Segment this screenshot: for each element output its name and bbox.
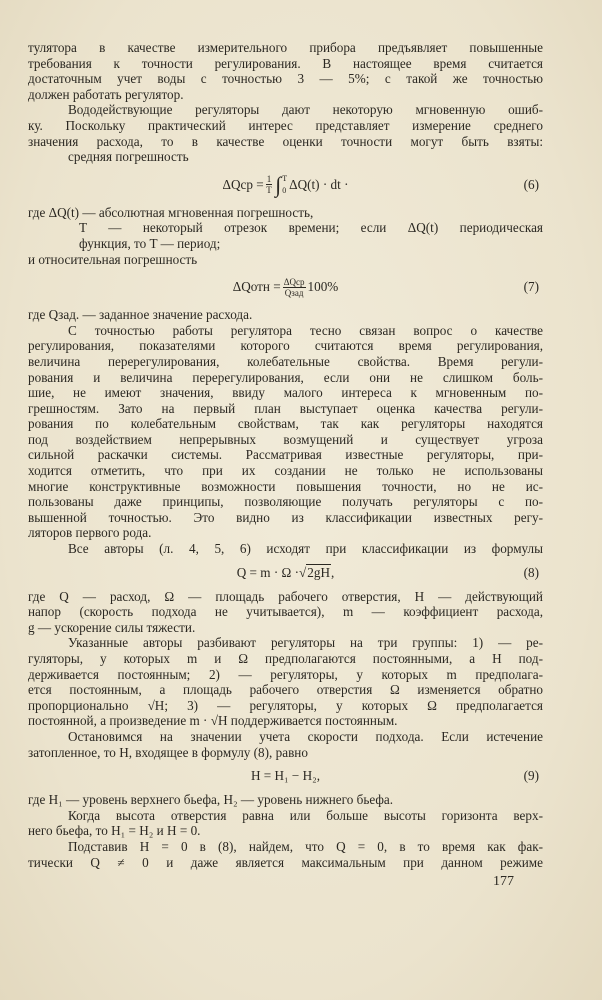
text-line: рования по колебательным свойствам, так как регуляторы находятся <box>28 416 543 432</box>
integral-upper-limit: T <box>282 173 288 183</box>
text-line: грешностям. Зато на первый план выступает оценка качества регули- <box>28 400 543 416</box>
text-line: затопленное, то H, входящее в формулу (8), равно <box>28 744 308 760</box>
formula-8-radicand: 2gH <box>307 565 330 581</box>
formula-8 <box>28 557 543 589</box>
paragraph-start: Когда высота отверстия равна или больше высоты горизонта верх- <box>68 807 543 823</box>
text-line: постоянной, а произведение m · √H поддерживается постоянным. <box>28 713 398 729</box>
text-line: ходится отметить, что при их создании не только не использованы <box>28 463 543 479</box>
text-line: многие конструктивные возможности повышения точности, но не ис- <box>28 478 543 494</box>
formula-6 <box>28 165 543 205</box>
integral-lower-limit: 0 <box>282 185 287 195</box>
formula-8-tail: , <box>330 564 335 580</box>
text-line: g — ускорение силы тяжести. <box>28 619 196 635</box>
formula-9-expr: H = H₁ − H₂, <box>250 768 321 784</box>
text-line: и относительная погрешность <box>28 251 198 267</box>
text-line: где Q — расход, Ω — площадь рабочего отверстия, H — действующий <box>28 588 543 604</box>
text-line: где H₁ — уровень верхнего бьефа, H₂ — уровень нижнего бьефа. <box>28 792 394 808</box>
text-line: ку. Поскольку практический интерес представляет измерение среднего <box>28 117 543 133</box>
paragraph-start: Остановимся на значении учета скорости подхода. Если истечение <box>68 728 543 744</box>
text-line: функция, то T — период; <box>79 235 221 251</box>
paragraph-start: Вододействующие регуляторы дают некоторую мгновенную ошиб- <box>68 102 543 118</box>
formula-6-lhs: ΔQср = <box>222 176 264 192</box>
text-line: гуляторы, у которых m и Ω предполагаются постоянными, а H под- <box>28 651 543 666</box>
text-line: него бьефа, то H₁ = H₂ и H = 0. <box>28 823 201 839</box>
text-line: где ΔQ(t) — абсолютная мгновенная погрешность, <box>28 204 314 220</box>
text-line: должен работать регулятор. <box>28 86 184 102</box>
text-line: значения расхода, то в качестве оценки точности могут быть взяты: <box>28 133 543 149</box>
text-line: требования к точности регулирования. В настоящее время считается <box>28 55 543 71</box>
text-line: величина перерегулирования, колебательные свойства. Время регули- <box>28 353 543 369</box>
text-line: T — некоторый отрезок времени; если ΔQ(t) периодическая <box>79 220 543 236</box>
text-line: пользованы даже принципы, позволяющие получать регуляторы с по- <box>28 494 543 510</box>
formula-6-numerator: 1 <box>266 174 272 185</box>
formula-6-fraction <box>266 174 273 195</box>
formula-9 <box>28 760 543 792</box>
formula-8-lhs: Q = m · Ω · <box>236 564 300 580</box>
formula-7-denominator: Qзад <box>284 287 304 298</box>
text-line: ется постоянным, а площадь рабочего отверстия Ω изменяется обратно <box>28 682 543 698</box>
text-line: тически Q ≠ 0 и даже является максимальным при данном режиме <box>28 854 543 870</box>
text-line: достаточным учет воды с точностью 3 — 5%; с такой же точностью <box>28 71 543 87</box>
text-line: шие, не имеют значения, ввиду малого интереса к мгновенным по- <box>28 385 543 401</box>
text-line: сильной раскачки системы. Рассматривая известные регуляторы, при- <box>28 447 543 463</box>
equation-number-7: (7) <box>523 279 539 295</box>
text-line: вышенной точностью. Это видно из классификации известных регу- <box>28 509 543 525</box>
text-line: где Qзад. — заданное значение расхода. <box>28 307 253 323</box>
text-line: тулятора в качестве измерительного прибора предъявляет повышенные <box>28 40 543 55</box>
formula-6-denominator: T <box>266 185 272 196</box>
equation-number-8: (8) <box>523 564 539 580</box>
text-line: рования и величина перерегулирования, если они не слишком боль- <box>28 369 543 385</box>
sqrt-sign: √ <box>299 564 307 580</box>
formula-7-lhs: ΔQотн = <box>232 279 281 295</box>
integral-sign: ∫ <box>275 171 282 197</box>
text-line: средняя погрешность <box>68 149 189 165</box>
paragraph-start: Подставив H = 0 в (8), найдем, что Q = 0, в то время как фак- <box>68 838 543 854</box>
page-number: 177 <box>493 874 514 889</box>
formula-7-numerator: ΔQср <box>283 276 305 287</box>
text-line: под воздействием непрерывных возмущений и существует угроза <box>28 431 543 447</box>
formula-7 <box>28 267 543 307</box>
equation-number-6: (6) <box>523 176 539 192</box>
formula-6-integrand: ΔQ(t) · dt · <box>289 176 349 192</box>
text-line: напор (скорость подхода не учитывается), m — коэффициент расхода, <box>28 604 543 620</box>
paragraph-start: С точностью работы регулятора тесно связан вопрос о качестве <box>68 322 543 338</box>
paragraph-start: Указанные авторы разбивают регуляторы на три группы: 1) — ре- <box>68 635 543 651</box>
text-line: регулирования, показателями которого считаются время регулирования, <box>28 338 543 354</box>
body-text <box>28 40 543 870</box>
text-line: держивается постоянным; 2) — регуляторы, у которых m предполага- <box>28 666 543 682</box>
integral-limits <box>282 173 287 197</box>
text-line: ляторов первого рода. <box>28 525 152 541</box>
equation-number-9: (9) <box>523 768 539 784</box>
formula-7-rhs: 100% <box>307 279 339 295</box>
text-line: пропорционально √H; 3) — регуляторы, у которых Ω предполагается <box>28 697 543 713</box>
paragraph-start: Все авторы (л. 4, 5, 6) исходят при классификации из формулы <box>68 541 543 557</box>
formula-7-fraction <box>283 277 306 298</box>
